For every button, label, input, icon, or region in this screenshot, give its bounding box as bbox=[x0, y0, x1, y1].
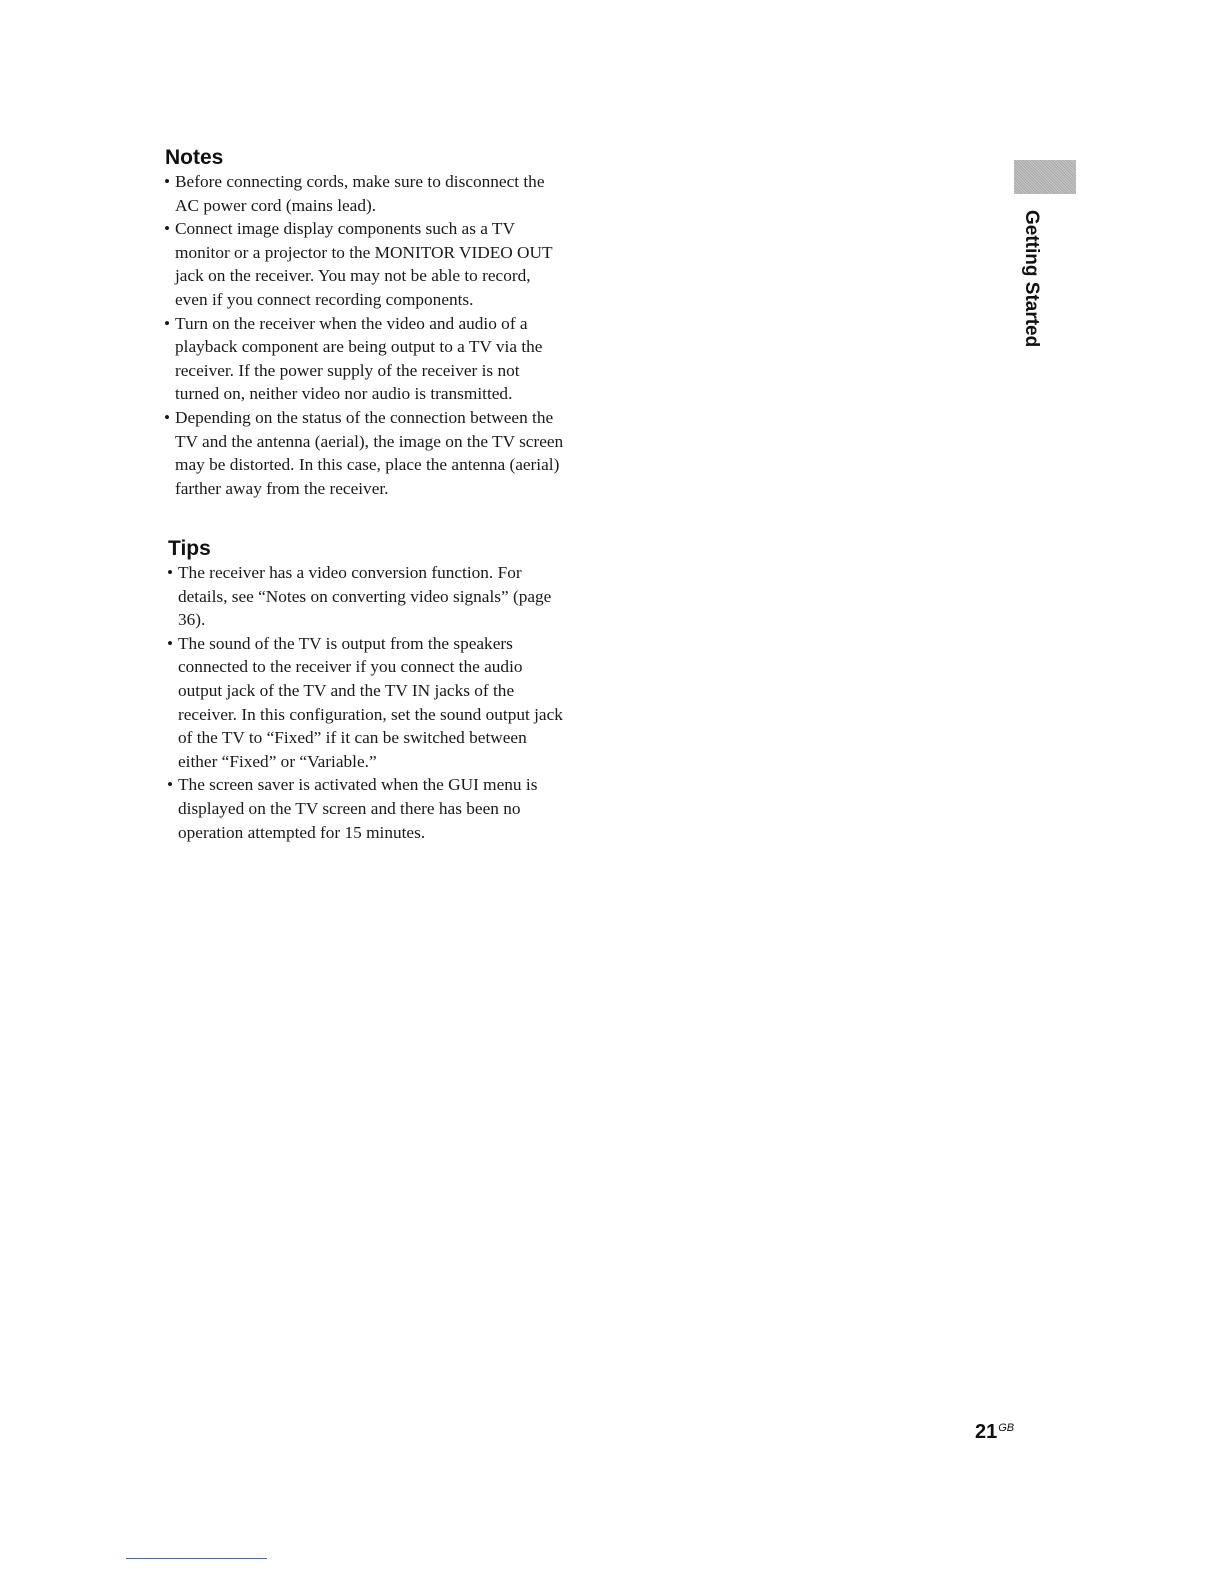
note-item bbox=[164, 170, 564, 217]
tip-text: The receiver has a video conversion function. For details, see “Notes on converting video signals” (page 36). bbox=[178, 563, 552, 630]
tips-heading: Tips bbox=[168, 537, 211, 560]
notes-list bbox=[164, 170, 564, 500]
bullet: • bbox=[164, 172, 171, 191]
bullet: • bbox=[167, 563, 174, 582]
note-text: Before connecting cords, make sure to disconnect the AC power cord (mains lead). bbox=[175, 172, 545, 215]
tips-list bbox=[167, 561, 567, 844]
note-item bbox=[164, 406, 564, 500]
section-label: Getting Started bbox=[1021, 210, 1042, 348]
page-number-suffix: GB bbox=[998, 1422, 1015, 1434]
note-text: Depending on the status of the connection between the TV and the antenna (aerial), the image on the TV screen may be distorted. In this case, place the antenna (aerial) farther away from the receiver. bbox=[175, 407, 564, 498]
bullet: • bbox=[167, 775, 174, 795]
bullet: • bbox=[167, 633, 174, 653]
note-item bbox=[164, 217, 564, 311]
bullet: • bbox=[164, 313, 171, 333]
tip-text: The sound of the TV is output from the speakers connected to the receiver if you connect the audio output jack of the TV and the TV IN jacks of the receiver. In this configuration, set the sound output jack of the TV to “Fixed” if it can be switched between either “Fixed” or “Variable.” bbox=[178, 633, 563, 771]
page-number-value: 21 bbox=[975, 1421, 998, 1443]
bullet: • bbox=[164, 219, 171, 239]
page-number bbox=[975, 1421, 1014, 1444]
notes-heading: Notes bbox=[165, 146, 224, 169]
footer-rule bbox=[126, 1558, 267, 1559]
tip-item bbox=[167, 632, 567, 774]
note-item bbox=[164, 312, 564, 406]
note-text: Connect image display components such as a TV monitor or a projector to the MONITOR VIDEO OUT jack on the receiver. You may not be able to record, even if you connect recording components. bbox=[175, 219, 553, 309]
tip-text: The screen saver is activated when the GUI menu is displayed on the TV screen and there has been no operation attempted for 15 minutes. bbox=[178, 775, 538, 842]
tip-item bbox=[167, 773, 567, 844]
note-text: Turn on the receiver when the video and audio of a playback component are being output to a TV via the receiver. If the power supply of the receiver is not turned on, neither video nor audio is transmitted. bbox=[175, 313, 543, 404]
tip-item bbox=[167, 561, 567, 632]
bullet: • bbox=[164, 407, 171, 427]
section-tab-marker bbox=[1014, 160, 1076, 194]
